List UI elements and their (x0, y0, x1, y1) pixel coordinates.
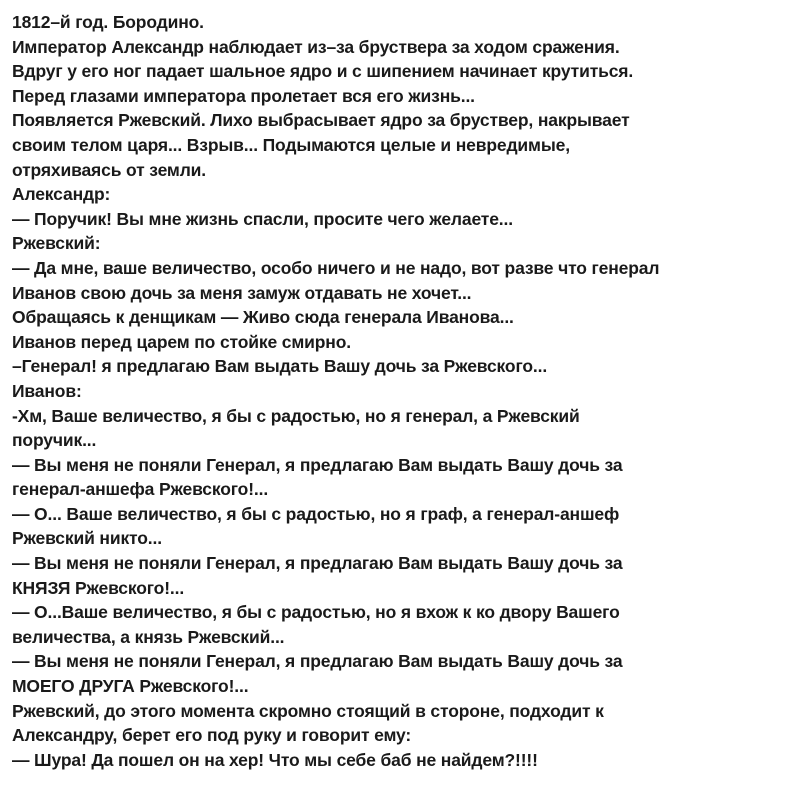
text-line: Ржевский: (12, 233, 101, 254)
text-line: Обращаясь к денщикам — Живо сюда генерала Иванова... (12, 307, 514, 328)
text-line: отряхиваясь от земли. (12, 159, 206, 180)
text-line: Ржевский, до этого момента скромно стоящий в стороне, подходит к (12, 700, 604, 721)
text-line: Иванов: (12, 380, 82, 401)
text-line: — Да мне, ваше величество, особо ничего и не надо, вот разве что генерал (12, 257, 660, 278)
text-line: Император Александр наблюдает из–за бруствера за ходом сражения. (12, 36, 620, 57)
text-line: Вдруг у его ног падает шальное ядро и с шипением начинает крутиться. (12, 61, 634, 82)
text-line: — Вы меня не поняли Генерал, я предлагаю Вам выдать Вашу дочь за (12, 454, 623, 475)
text-line: генерал-аншефа Ржевского!... (12, 479, 269, 500)
story-text (12, 10, 792, 772)
text-line: Иванов перед царем по стойке смирно. (12, 331, 351, 352)
text-line: величества, а князь Ржевский... (12, 626, 285, 647)
text-line: Иванов свою дочь за меня замуж отдавать не хочет... (12, 282, 472, 303)
text-line: -Хм, Ваше величество, я бы с радостью, но я генерал, а Ржевский (12, 405, 580, 426)
text-line: своим телом царя... Взрыв... Подымаются целые и невредимые, (12, 134, 570, 155)
text-line: — Шура! Да пошел он на хер! Что мы себе баб не найдем?!!!! (12, 749, 538, 770)
text-line: — О... Ваше величество, я бы с радостью, но я граф, а генерал-аншеф (12, 503, 620, 524)
text-line: — Поручик! Вы мне жизнь спасли, просите чего желаете... (12, 208, 513, 229)
text-line: –Генерал! я предлагаю Вам выдать Вашу дочь за Ржевского... (12, 356, 548, 377)
text-line: Появляется Ржевский. Лихо выбрасывает ядро за бруствер, накрывает (12, 110, 630, 131)
text-line: Александру, берет его под руку и говорит ему: (12, 725, 412, 746)
text-line: Перед глазами императора пролетает вся его жизнь... (12, 85, 475, 106)
text-line: КНЯЗЯ Ржевского!... (12, 577, 185, 598)
text-line: МОЕГО ДРУГА Ржевского!... (12, 676, 249, 697)
text-line: 1812–й год. Бородино. (12, 12, 204, 32)
text-line: Александр: (12, 184, 111, 205)
text-line: — Вы меня не поняли Генерал, я предлагаю Вам выдать Вашу дочь за (12, 651, 623, 672)
text-line: — Вы меня не поняли Генерал, я предлагаю Вам выдать Вашу дочь за (12, 553, 623, 574)
text-line: поручик... (12, 430, 97, 451)
text-line: Ржевский никто... (12, 528, 162, 549)
text-line: — О...Ваше величество, я бы с радостью, но я вхож к ко двору Вашего (12, 602, 620, 623)
